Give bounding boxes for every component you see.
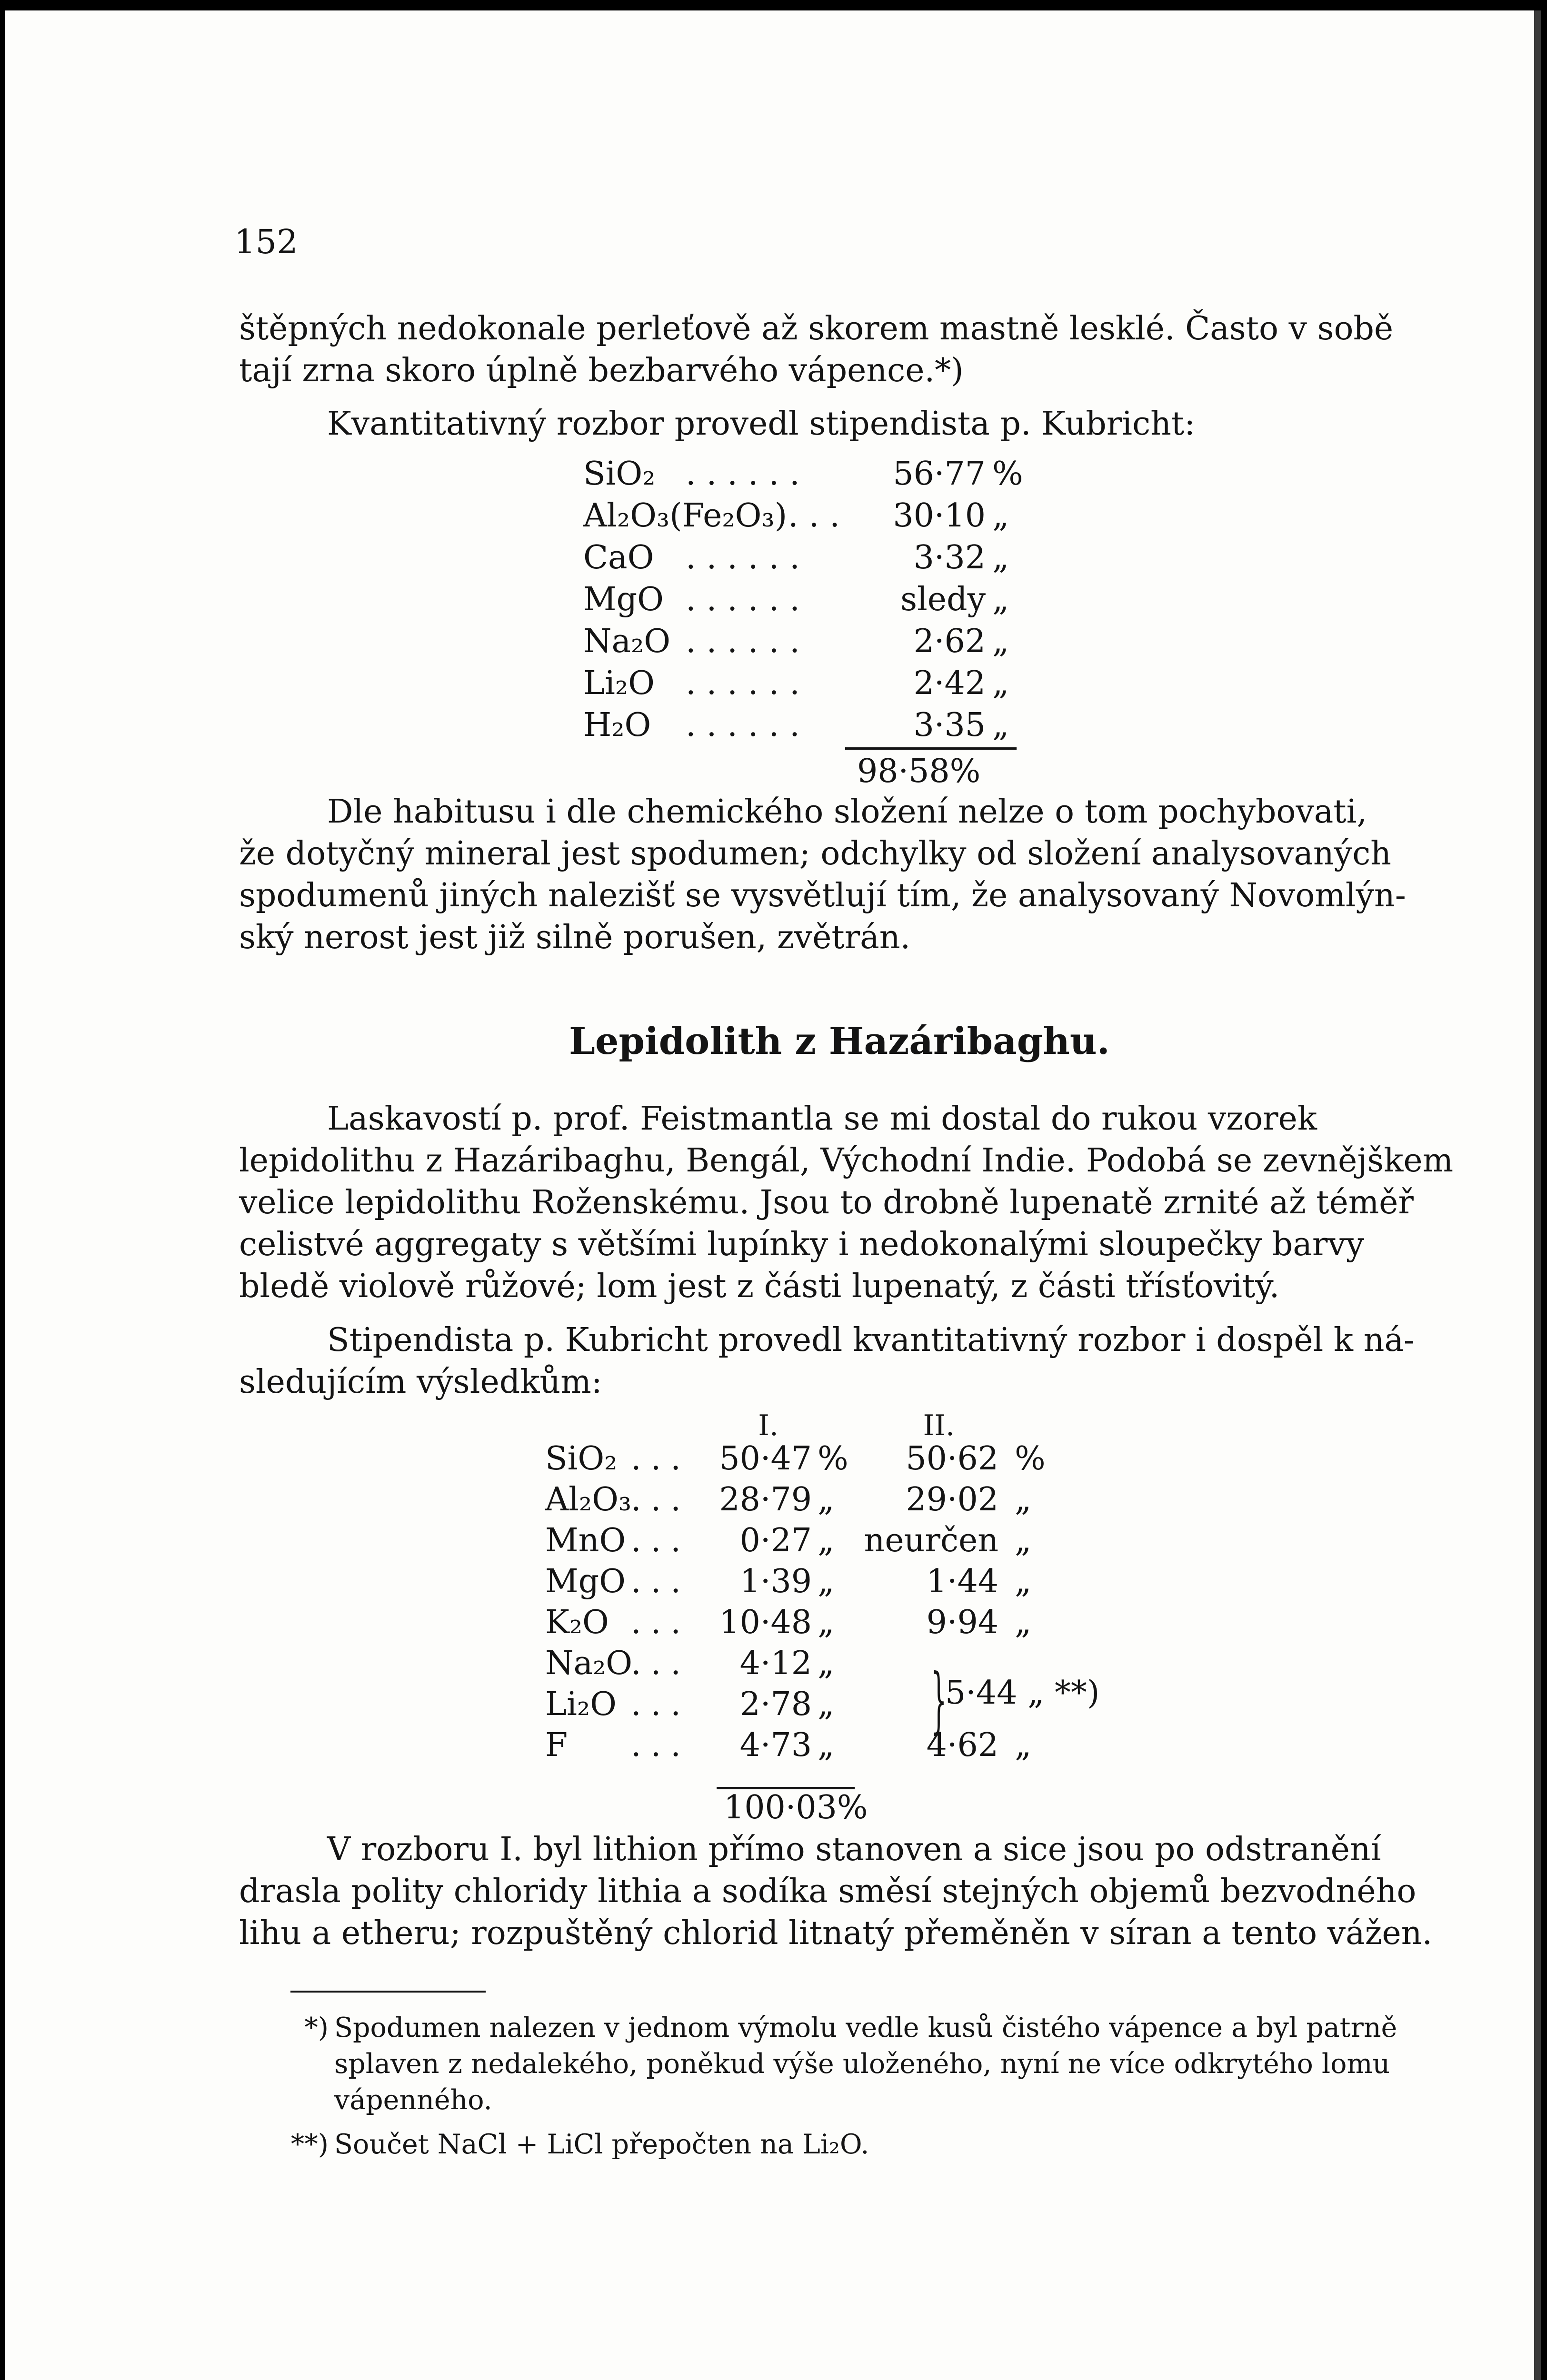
unit-1: „	[818, 1481, 835, 1518]
text-line: vápenného.	[334, 2084, 492, 2116]
text-line: celistvé aggregaty s většími lupínky i nedokonalými sloupečky barvy	[239, 1226, 1365, 1263]
unit-2: %	[1015, 1440, 1046, 1478]
value-1: 4·12	[739, 1645, 812, 1682]
value: 2·62	[913, 623, 986, 660]
table-row	[545, 1561, 1048, 1602]
compound: MgO	[545, 1563, 626, 1600]
compound: Li₂O	[545, 1686, 617, 1723]
compound: F	[545, 1726, 568, 1764]
compound: MgO	[583, 581, 664, 618]
unit-2: „	[1015, 1604, 1032, 1641]
value-2: 29·02	[906, 1481, 998, 1518]
leader-dots: ...	[631, 1726, 690, 1764]
text-line: lihu a etheru; rozpuštěný chlorid litnatý přeměněn v síran a tento vážen.	[239, 1914, 1433, 1952]
unit: „	[992, 664, 1009, 702]
table-row	[583, 579, 1026, 621]
leader-dots: ......	[686, 664, 810, 702]
unit-1: „	[818, 1726, 835, 1764]
column-header-1: I.	[758, 1409, 778, 1442]
unit: „	[992, 706, 1009, 744]
combined-value	[945, 1674, 1099, 1712]
text-line: splaven z nedalekého, poněkud výše uloženého, nyní ne více odkrytého lomu	[334, 2048, 1390, 2080]
leader-dots: ...	[631, 1522, 690, 1559]
text-line: lepidolithu z Hazáribaghu, Bengál, Východní Indie. Podobá se zevnějškem	[239, 1142, 1454, 1180]
text-line: spodumenů jiných nalezišť se vysvětlují tím, že analysovaný Novomlýn-	[239, 877, 1406, 914]
value: 3·32	[913, 539, 986, 576]
table-row	[583, 621, 1026, 663]
leader-dots: ......	[686, 623, 810, 660]
value-1: 50·47	[719, 1440, 812, 1478]
book-page	[5, 10, 1541, 2380]
text-line: tají zrna skoro úplně bezbarvého vápence.*)	[239, 352, 964, 389]
footnote-text: Spodumen nalezen v jednom výmolu vedle kusů čistého vápence a byl patrně	[334, 2012, 1397, 2043]
leader-dots: ...	[631, 1604, 690, 1641]
unit-1: „	[818, 1522, 835, 1559]
text-line: že dotyčný mineral jest spodumen; odchylky od složení analysovaných	[239, 835, 1391, 873]
compound: Li₂O	[583, 664, 655, 702]
unit: „	[992, 539, 1009, 576]
page-number: 152	[234, 222, 298, 261]
compound: K₂O	[545, 1604, 609, 1641]
combined-value-number: 5·44	[945, 1674, 1018, 1712]
compound: SiO₂	[583, 455, 656, 493]
column-header-2: II.	[923, 1409, 955, 1442]
text-line: Dle habitusu i dle chemického složení nelze o tom pochybovati,	[327, 793, 1367, 831]
analysis-total: 98·58%	[857, 753, 981, 790]
paragraph-spodumen-description	[239, 308, 1394, 392]
table-row	[545, 1438, 1048, 1479]
leader-dots: ......	[686, 581, 810, 618]
text-line: drasla polity chloridy lithia a sodíka směsí stejných objemů bezvodného	[239, 1873, 1417, 1910]
leader-dots: ...	[788, 497, 850, 535]
text-line: sledujícím výsledkům:	[239, 1363, 602, 1401]
unit-1: „	[818, 1604, 835, 1641]
value: sledy	[900, 581, 986, 618]
compound: SiO₂	[545, 1440, 618, 1478]
table-row	[583, 495, 1026, 537]
value-2: 50·62	[906, 1440, 998, 1478]
text-line: štěpných nedokonale perleťově až skorem mastně lesklé. Často v sobě	[239, 310, 1394, 347]
unit-1: „	[818, 1563, 835, 1600]
unit: „	[992, 497, 1009, 535]
compound: MnO	[545, 1522, 626, 1559]
compound: Al₂O₃(Fe₂O₃)	[583, 497, 788, 535]
table-row	[545, 1520, 1048, 1561]
footnote-marker: **)	[290, 2129, 329, 2160]
leader-dots: ...	[631, 1645, 690, 1682]
analysis-table-lepidolith	[545, 1405, 1048, 1766]
value-2: 1·44	[926, 1563, 998, 1600]
value-2: neurčen	[864, 1522, 998, 1559]
combined-value-unit: „ **)	[1028, 1674, 1100, 1712]
paragraph-analysis-intro	[239, 403, 1363, 445]
unit-1: „	[818, 1686, 835, 1723]
section-heading: Lepidolith z Hazáribaghu.	[569, 1020, 1110, 1063]
unit: „	[992, 581, 1009, 618]
text-line: Kvantitativný rozbor provedl stipendista p. Kubricht:	[327, 405, 1196, 443]
text-line: bledě violově růžové; lom jest z části lupenatý, z části třísťovitý.	[239, 1268, 1280, 1305]
value: 30·10	[893, 497, 986, 535]
value: 2·42	[913, 664, 986, 702]
table-row	[583, 453, 1026, 495]
footnote-1	[279, 2010, 1397, 2118]
compound: Na₂O	[545, 1645, 633, 1682]
paragraph-lepidolith-analysis-intro	[239, 1319, 1415, 1403]
table-row	[583, 537, 1026, 579]
leader-dots: ......	[686, 455, 810, 493]
leader-dots: ......	[686, 539, 810, 576]
table-header	[545, 1405, 1048, 1442]
table-row	[545, 1479, 1048, 1520]
table-row	[583, 663, 1026, 704]
value-1: 1·39	[739, 1563, 812, 1600]
leader-dots: ...	[631, 1563, 690, 1600]
footnote-rule	[290, 1991, 486, 1993]
value-1: 28·79	[719, 1481, 812, 1518]
table-row	[545, 1602, 1048, 1643]
unit: %	[992, 455, 1023, 493]
compound: CaO	[583, 539, 654, 576]
text-line	[279, 2126, 1367, 2162]
text-line	[279, 2010, 1397, 2046]
analysis-total: 100·03%	[724, 1789, 868, 1826]
unit-1: „	[818, 1645, 835, 1682]
leader-dots: ...	[631, 1481, 690, 1518]
value: 56·77	[893, 455, 986, 493]
leader-dots: ...	[631, 1686, 690, 1723]
compound: Na₂O	[583, 623, 671, 660]
unit-2: „	[1015, 1522, 1032, 1559]
table-row	[545, 1725, 1048, 1766]
unit-2: „	[1015, 1481, 1032, 1518]
value-2: 4·62	[926, 1726, 998, 1764]
leader-dots: ......	[686, 706, 810, 744]
paragraph-lepidolith-description	[239, 1098, 1454, 1308]
unit: „	[992, 623, 1009, 660]
value-1: 4·73	[739, 1726, 812, 1764]
compound: Al₂O₃	[545, 1481, 632, 1518]
value: 3·35	[913, 706, 986, 744]
sum-rule	[845, 747, 1017, 750]
footnote-text: Součet NaCl + LiCl přepočten na Li₂O.	[334, 2129, 869, 2160]
brace: }	[931, 1659, 947, 1742]
paragraph-habitus-conclusion	[239, 791, 1406, 959]
value-1: 2·78	[739, 1686, 812, 1723]
leader-dots: ...	[631, 1440, 690, 1478]
value-2: 9·94	[926, 1604, 998, 1641]
text-line: Stipendista p. Kubricht provedl kvantitativný rozbor i dospěl k ná-	[327, 1321, 1415, 1359]
text-line: velice lepidolithu Roženskému. Jsou to drobně lupenatě zrnité až téměř	[239, 1184, 1414, 1221]
text-line: ský nerost jest již silně porušen, zvětrán.	[239, 919, 911, 956]
unit-2: „	[1015, 1563, 1032, 1600]
compound: H₂O	[583, 706, 651, 744]
value-1: 10·48	[719, 1604, 812, 1641]
paragraph-lithion-method	[239, 1829, 1433, 1954]
text-line: Laskavostí p. prof. Feistmantla se mi dostal do rukou vzorek	[327, 1100, 1317, 1138]
footnote-marker: *)	[304, 2012, 329, 2043]
table-row	[583, 704, 1026, 746]
analysis-table-spodumen	[583, 453, 1026, 746]
unit-1: %	[818, 1440, 848, 1478]
unit-2: „	[1015, 1726, 1032, 1764]
value-1: 0·27	[739, 1522, 812, 1559]
footnote-2	[279, 2126, 1367, 2162]
text-line: V rozboru I. byl lithion přímo stanoven a sice jsou po odstranění	[327, 1831, 1381, 1868]
